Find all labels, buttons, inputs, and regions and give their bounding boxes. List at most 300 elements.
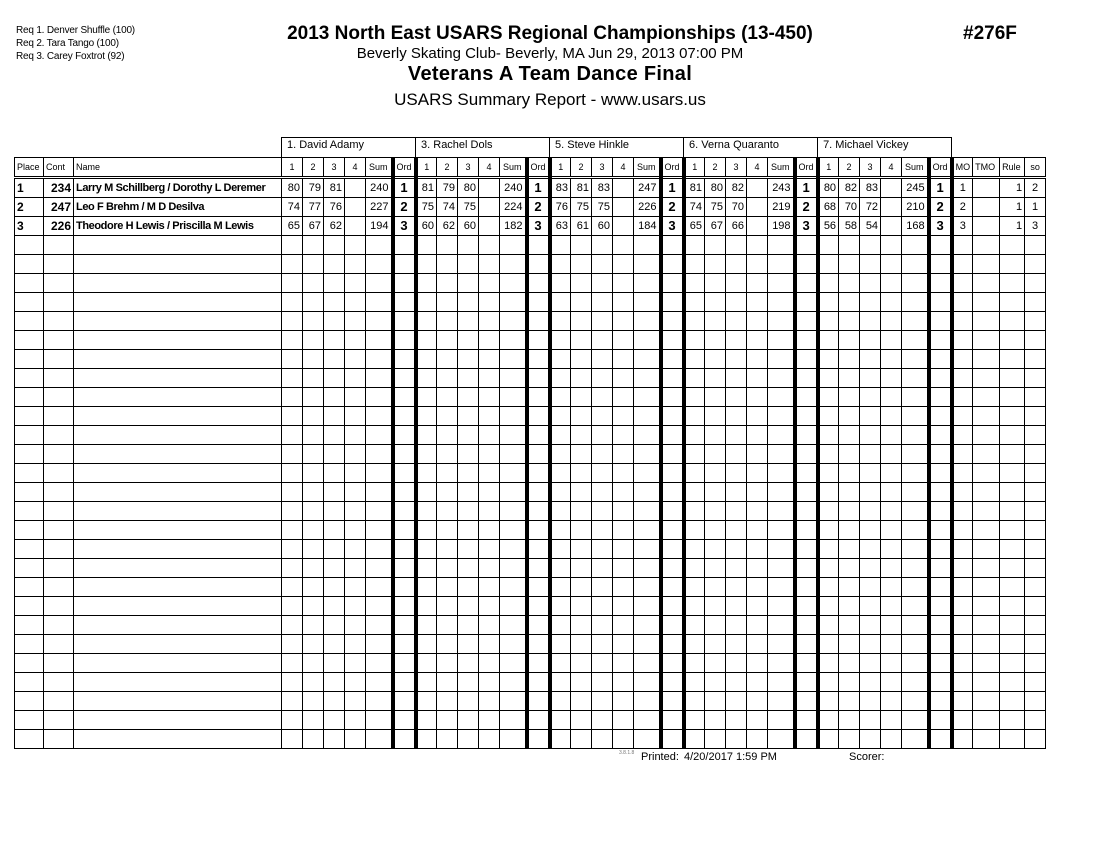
tmo-cell [973, 217, 1000, 236]
judge-score-cell [592, 521, 613, 540]
place-cell [15, 483, 44, 502]
judge-ordinal-cell [527, 388, 550, 407]
judge-score-cell: 60 [416, 217, 437, 236]
judge-ordinal-cell [795, 502, 818, 521]
judge-score-cell [881, 483, 902, 502]
judge-score-cell [818, 654, 839, 673]
judge-score-cell [705, 711, 726, 730]
tmo-cell [973, 502, 1000, 521]
judge-score-cell [818, 730, 839, 749]
judge-score-cell [747, 730, 768, 749]
judge-score-cell [324, 730, 345, 749]
judge-score-cell [324, 236, 345, 255]
judge-score-cell [324, 654, 345, 673]
judge-score-cell [324, 597, 345, 616]
results-table [14, 137, 1046, 749]
judge-sum-cell: 245 [902, 178, 929, 198]
judge-score-cell [747, 578, 768, 597]
judge-score-cell [684, 521, 705, 540]
judge-score-cell [282, 540, 303, 559]
judge-score-cell [860, 730, 881, 749]
judge-score-cell [860, 692, 881, 711]
judge-ordinal-cell [661, 559, 684, 578]
judge-ordinal-cell [661, 711, 684, 730]
judge-score-cell [282, 616, 303, 635]
judge-score-cell [839, 293, 860, 312]
judge-score-cell [324, 521, 345, 540]
judge-score-cell [592, 426, 613, 445]
judge-sum-cell [768, 654, 795, 673]
judge-ordinal-cell [795, 293, 818, 312]
judge-score-cell [747, 388, 768, 407]
judge-sum-cell [366, 293, 393, 312]
judge-score-cell [479, 616, 500, 635]
judge-score-cell [860, 445, 881, 464]
so-cell [1025, 274, 1046, 293]
judge-score-cell [479, 654, 500, 673]
judge-sum-cell [634, 236, 661, 255]
judge-sum-cell [634, 711, 661, 730]
judge-score-cell [282, 654, 303, 673]
judge-score-cell [881, 692, 902, 711]
contestant-number-cell [44, 616, 74, 635]
col-header-judge-score: 1 [282, 158, 303, 178]
judge-sum-cell [366, 350, 393, 369]
judge-score-cell [613, 198, 634, 217]
judge-score-cell [705, 692, 726, 711]
judge-score-cell [839, 407, 860, 426]
contestant-name-cell [74, 711, 282, 730]
judge-ordinal-cell [795, 635, 818, 654]
judge-score-cell [458, 350, 479, 369]
empty-row [15, 654, 1046, 673]
judge-score-cell [818, 635, 839, 654]
place-cell [15, 331, 44, 350]
judge-score-cell [881, 540, 902, 559]
judge-sum-cell: 194 [366, 217, 393, 236]
tmo-cell [973, 274, 1000, 293]
judge-sum-cell [500, 464, 527, 483]
judge-sum-cell [500, 635, 527, 654]
place-cell [15, 388, 44, 407]
judge-score-cell [550, 255, 571, 274]
judge-ordinal-cell [393, 350, 416, 369]
col-header-judge-score: 4 [747, 158, 768, 178]
judge-name: 3. Rachel Dols [416, 138, 550, 158]
judge-score-cell [684, 654, 705, 673]
judge-score-cell [416, 616, 437, 635]
judge-ordinal-cell [795, 369, 818, 388]
judge-score-cell: 82 [726, 178, 747, 198]
judge-score-cell [345, 673, 366, 692]
judge-ordinal-cell [661, 236, 684, 255]
so-cell [1025, 445, 1046, 464]
judge-ordinal-cell [795, 483, 818, 502]
judge-sum-cell [902, 730, 929, 749]
judge-score-cell [303, 312, 324, 331]
judge-score-cell [324, 331, 345, 350]
judge-sum-cell [366, 274, 393, 293]
judge-score-cell [747, 502, 768, 521]
judge-score-cell [818, 521, 839, 540]
judge-ordinal-cell [661, 502, 684, 521]
judge-ordinal-cell [795, 388, 818, 407]
place-cell [15, 692, 44, 711]
judge-ordinal-cell [393, 673, 416, 692]
mo-cell [952, 730, 973, 749]
contestant-number-cell [44, 331, 74, 350]
judge-score-cell [479, 483, 500, 502]
judge-score-cell [458, 312, 479, 331]
judge-ordinal-cell [527, 407, 550, 426]
contestant-name-cell [74, 293, 282, 312]
judge-score-cell [592, 350, 613, 369]
judge-ordinal-cell [929, 673, 952, 692]
contestant-name-cell [74, 521, 282, 540]
tmo-cell [973, 578, 1000, 597]
judge-score-cell [881, 711, 902, 730]
judge-score-cell [282, 369, 303, 388]
judge-ordinal-cell [795, 407, 818, 426]
judge-sum-cell [366, 255, 393, 274]
place-cell [15, 673, 44, 692]
judge-score-cell [860, 464, 881, 483]
judge-score-cell [726, 597, 747, 616]
judge-ordinal-cell [393, 654, 416, 673]
judge-sum-cell [768, 274, 795, 293]
judge-score-cell [818, 312, 839, 331]
judge-sum-cell [500, 274, 527, 293]
contestant-number-cell [44, 540, 74, 559]
judge-sum-cell [366, 388, 393, 407]
mo-cell [952, 654, 973, 673]
judge-ordinal-cell [527, 274, 550, 293]
judge-ordinal-cell [393, 369, 416, 388]
rule-cell [1000, 426, 1025, 445]
judge-ordinal-cell [661, 293, 684, 312]
judge-ordinal-cell: 1 [661, 178, 684, 198]
place-cell [15, 578, 44, 597]
judge-sum-cell [500, 521, 527, 540]
judge-score-cell [839, 255, 860, 274]
judge-score-cell [303, 255, 324, 274]
judge-score-cell [747, 559, 768, 578]
empty-row [15, 464, 1046, 483]
judge-sum-cell [768, 673, 795, 692]
judge-score-cell [437, 692, 458, 711]
judge-sum-cell [500, 236, 527, 255]
judge-score-cell [345, 502, 366, 521]
judge-name: 7. Michael Vickey [818, 138, 952, 158]
judge-score-cell [437, 407, 458, 426]
judge-score-cell [458, 673, 479, 692]
judge-sum-cell [366, 521, 393, 540]
judge-score-cell [613, 217, 634, 236]
judge-ordinal-cell [795, 312, 818, 331]
judge-ordinal-cell [795, 464, 818, 483]
judge-score-cell [550, 559, 571, 578]
judge-score-cell [592, 293, 613, 312]
col-header-judge-score: 1 [550, 158, 571, 178]
contestant-name-cell [74, 673, 282, 692]
judge-score-cell [571, 692, 592, 711]
judge-sum-cell [634, 578, 661, 597]
judge-score-cell [479, 521, 500, 540]
judge-score-cell [571, 350, 592, 369]
judge-score-cell [345, 255, 366, 274]
judge-score-cell [818, 350, 839, 369]
judge-score-cell [303, 388, 324, 407]
judge-score-cell: 67 [303, 217, 324, 236]
judge-name: 6. Verna Quaranto [684, 138, 818, 158]
judge-score-cell [860, 502, 881, 521]
judge-sum-cell [634, 312, 661, 331]
judge-score-cell [437, 616, 458, 635]
judge-sum-cell [902, 331, 929, 350]
judge-score-cell [571, 312, 592, 331]
mo-cell [952, 578, 973, 597]
judge-score-cell [747, 521, 768, 540]
judge-sum-cell [902, 293, 929, 312]
judge-score-cell [592, 388, 613, 407]
judge-sum-cell [902, 578, 929, 597]
judge-score-cell [282, 559, 303, 578]
judge-score-cell [345, 597, 366, 616]
judge-score-cell [818, 578, 839, 597]
judge-ordinal-cell [929, 350, 952, 369]
judge-score-cell [437, 445, 458, 464]
tmo-cell [973, 597, 1000, 616]
judge-ordinal-cell [929, 635, 952, 654]
judge-score-cell [571, 236, 592, 255]
so-cell: 1 [1025, 198, 1046, 217]
judge-score-cell [458, 692, 479, 711]
judge-ordinal-cell [527, 692, 550, 711]
mo-cell [952, 369, 973, 388]
judge-score-cell [550, 502, 571, 521]
judge-ordinal-cell [795, 426, 818, 445]
col-header-judge-score: 3 [324, 158, 345, 178]
rule-cell [1000, 502, 1025, 521]
judge-sum-cell [500, 730, 527, 749]
judge-sum-cell [634, 616, 661, 635]
rule-cell [1000, 559, 1025, 578]
judge-score-cell [839, 502, 860, 521]
judge-score-cell [282, 407, 303, 426]
judge-score-cell [705, 236, 726, 255]
contestant-name-cell [74, 540, 282, 559]
judge-ordinal-cell [527, 445, 550, 464]
judge-score-cell [881, 521, 902, 540]
contestant-name-cell: Leo F Brehm / M D Desilva [74, 198, 282, 217]
judge-score-cell [303, 597, 324, 616]
place-cell [15, 540, 44, 559]
judge-score-cell [571, 255, 592, 274]
judge-ordinal-cell [661, 673, 684, 692]
judge-score-cell [303, 616, 324, 635]
judge-score-cell [705, 312, 726, 331]
judge-ordinal-cell [661, 426, 684, 445]
judge-score-cell [881, 274, 902, 293]
judge-score-cell [747, 426, 768, 445]
judge-ordinal-cell [929, 578, 952, 597]
judge-score-cell [613, 730, 634, 749]
judge-score-cell [860, 559, 881, 578]
judge-score-cell [282, 692, 303, 711]
judge-score-cell [345, 407, 366, 426]
judge-score-cell [458, 616, 479, 635]
judge-score-cell [839, 616, 860, 635]
judge-ordinal-cell [661, 464, 684, 483]
judge-score-cell: 67 [705, 217, 726, 236]
judge-score-cell [303, 692, 324, 711]
judge-score-cell [881, 635, 902, 654]
judge-score-cell: 81 [684, 178, 705, 198]
contestant-number-cell [44, 673, 74, 692]
mo-cell [952, 350, 973, 369]
judge-score-cell [345, 578, 366, 597]
judge-score-cell [726, 578, 747, 597]
col-header-cont: Cont [44, 158, 74, 178]
judge-ordinal-cell [527, 711, 550, 730]
judge-score-cell: 79 [437, 178, 458, 198]
judge-score-cell [881, 616, 902, 635]
judge-ordinal-cell [795, 350, 818, 369]
judge-score-cell [437, 426, 458, 445]
judge-score-cell [818, 597, 839, 616]
empty-row [15, 483, 1046, 502]
judge-sum-cell [902, 540, 929, 559]
judge-score-cell [881, 445, 902, 464]
contestant-number-cell [44, 255, 74, 274]
judge-score-cell [726, 483, 747, 502]
judge-score-cell: 83 [550, 178, 571, 198]
tmo-cell [973, 730, 1000, 749]
judge-ordinal-cell [661, 274, 684, 293]
requirement-item: Req 2. Tara Tango (100) [16, 38, 119, 49]
judge-ordinal-cell [527, 654, 550, 673]
judge-ordinal-cell [795, 559, 818, 578]
judge-score-cell [479, 578, 500, 597]
judge-score-cell [818, 426, 839, 445]
judge-score-cell [818, 559, 839, 578]
col-header-judge-score: 1 [684, 158, 705, 178]
judge-score-cell [818, 673, 839, 692]
judge-score-cell [282, 483, 303, 502]
judge-score-cell [571, 521, 592, 540]
judge-score-cell [881, 255, 902, 274]
col-header-rule: Rule [1000, 158, 1025, 178]
tmo-cell [973, 388, 1000, 407]
judge-sum-cell [902, 597, 929, 616]
judge-score-cell [726, 350, 747, 369]
judge-score-cell [839, 692, 860, 711]
place-cell [15, 559, 44, 578]
empty-row [15, 673, 1046, 692]
judge-sum-cell [500, 350, 527, 369]
judge-score-cell [479, 350, 500, 369]
judge-sum-cell [768, 369, 795, 388]
judge-score-cell [416, 635, 437, 654]
judge-score-cell [839, 654, 860, 673]
judge-score-cell [571, 464, 592, 483]
judge-score-cell [458, 559, 479, 578]
rule-cell [1000, 483, 1025, 502]
judge-score-cell [747, 616, 768, 635]
judge-score-cell [881, 236, 902, 255]
judge-ordinal-cell: 3 [929, 217, 952, 236]
so-cell [1025, 597, 1046, 616]
empty-row [15, 597, 1046, 616]
judge-ordinal-cell: 3 [795, 217, 818, 236]
judge-score-cell [613, 255, 634, 274]
judge-score-cell [818, 236, 839, 255]
judge-sum-cell [500, 255, 527, 274]
judge-score-cell [747, 312, 768, 331]
judge-score-cell [860, 483, 881, 502]
judge-score-cell [550, 236, 571, 255]
rule-cell: 1 [1000, 198, 1025, 217]
judge-ordinal-cell [929, 312, 952, 331]
judge-score-cell [818, 464, 839, 483]
judge-score-cell [324, 502, 345, 521]
judge-score-cell [437, 312, 458, 331]
judge-score-cell [592, 369, 613, 388]
judge-score-cell [613, 711, 634, 730]
judge-score-cell: 68 [818, 198, 839, 217]
judge-ordinal-cell [929, 331, 952, 350]
judge-ordinal-cell [393, 464, 416, 483]
contestant-name-cell [74, 445, 282, 464]
judge-ordinal-cell: 1 [795, 178, 818, 198]
judge-score-cell [571, 293, 592, 312]
judge-score-cell [303, 559, 324, 578]
judge-ordinal-cell [795, 445, 818, 464]
judge-score-cell [437, 274, 458, 293]
judge-sum-cell [768, 293, 795, 312]
judge-score-cell [684, 312, 705, 331]
judge-score-cell [747, 274, 768, 293]
judge-score-cell [282, 293, 303, 312]
judge-ordinal-cell [929, 730, 952, 749]
judge-score-cell [839, 673, 860, 692]
judge-score-cell [479, 407, 500, 426]
judge-sum-cell [768, 730, 795, 749]
rule-cell [1000, 540, 1025, 559]
judge-sum-cell [634, 540, 661, 559]
judge-sum-cell [366, 502, 393, 521]
judge-score-cell: 70 [726, 198, 747, 217]
col-header-place: Place [15, 158, 44, 178]
judge-score-cell [705, 426, 726, 445]
so-cell [1025, 616, 1046, 635]
mo-cell [952, 426, 973, 445]
judge-score-cell [839, 464, 860, 483]
judge-sum-cell [768, 597, 795, 616]
judge-sum-cell [768, 502, 795, 521]
col-header-judge-score: 4 [881, 158, 902, 178]
judge-score-cell [818, 692, 839, 711]
judge-score-cell [303, 274, 324, 293]
judge-score-cell [726, 293, 747, 312]
judge-score-cell [550, 312, 571, 331]
col-header-judge-ord: Ord [527, 158, 550, 178]
judge-score-cell [881, 464, 902, 483]
judge-score-cell [592, 673, 613, 692]
judge-ordinal-cell [393, 578, 416, 597]
judge-ordinal-cell [527, 502, 550, 521]
judge-ordinal-cell [527, 483, 550, 502]
